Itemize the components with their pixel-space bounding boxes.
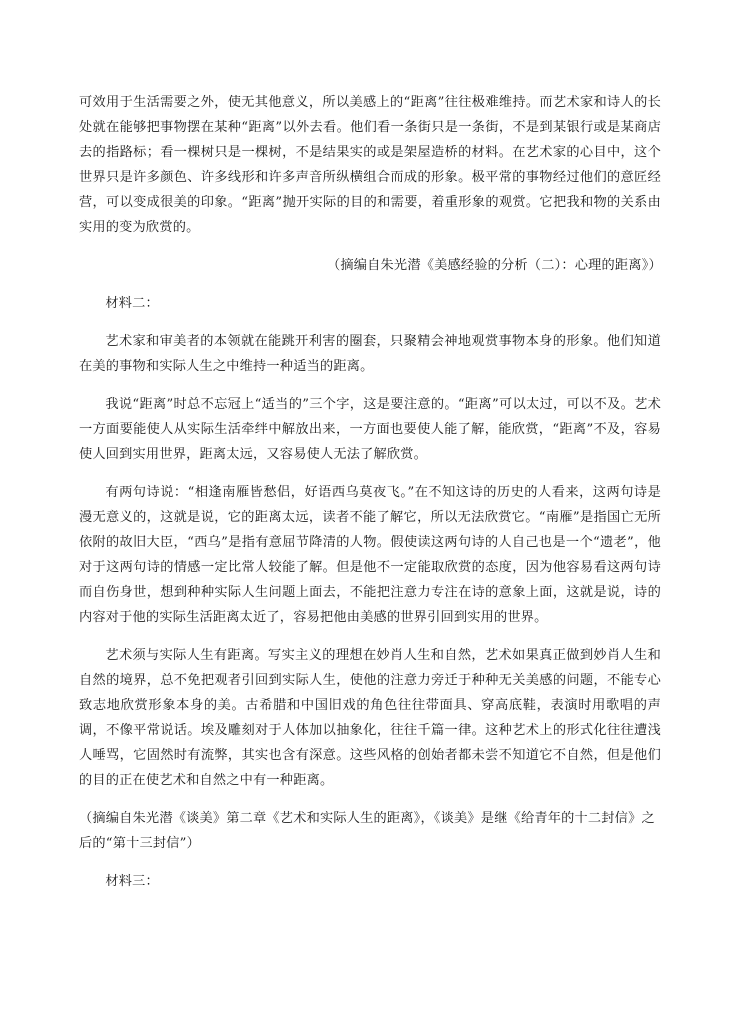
section-heading-material-2: 材料二：: [105, 296, 159, 311]
source-citation-1: （摘编自朱光潜《美感经验的分析（二）：心理的距离》）: [327, 258, 662, 273]
paragraph-material-2-intro: 艺术家和审美者的本领就在能跳开利害的圈套，只聚精会神地观赏事物本身的形象。他们知道在美的事物和实际人生之中维持一种适当的距离。: [79, 334, 661, 374]
document-page: [79, 90, 661, 894]
section-heading-material-3: 材料三：: [105, 874, 159, 889]
paragraph-poem-example: 有两句诗说：“相逢南雁皆愁侣，好语西乌莫夜飞。”在不知这诗的历史的人看来，这两句诗是漫无意义的，这就是说，它的距离太远，读者不能了解它，所以无法欣赏它。“南雁”是指国亡无所依附的故旧大臣，“西乌”是指有意屈节降清的人物。假使读这两句诗的人自己也是一个“遗老”，他对于这两句诗的情感一定比常人较能了解。但是他不一定能取欣赏的态度，因为他容易看这两句诗而自伤身世，想到种种实际人生问题上面去，不能把注意力专注在诗的意象上面，这就是说，诗的内容对于他的实际生活距离太近了，容易把他由美感的世界引回到实用的世界。: [79, 485, 661, 625]
paragraph-continued: 可效用于生活需要之外，使无其他意义，所以美感上的“距离”往往极难维持。而艺术家和诗人的长处就在能够把事物摆在某种“距离”以外去看。他们看一条街只是一条街，不是到某银行或是某商店去的指路标；看一棵树只是一棵树，不是结果实的或是架屋造桥的材料。在艺术家的心目中，这个世界只是许多颜色、许多线形和许多声音所纵横组合而成的形象。极平常的事物经过他们的意匠经营，可以变成很美的印象。“距离”抛开实际的目的和需要，着重形象的观赏。它把我和物的关系由实用的变为欣赏的。: [79, 95, 661, 235]
source-citation-2: （摘编自朱光潜《谈美》第二章《艺术和实际人生的距离》，《谈美》是继《给青年的十二封信》之后的“第十三封信”）: [79, 811, 655, 851]
paragraph-appropriate-distance: 我说“距离”时总不忘冠上“适当的”三个字，这是要注意的。“距离”可以太过，可以不及。艺术一方面要能使人从实际生活牵绊中解放出来，一方面也要使人能了解，能欣赏，“距离”不及，容易使人回到实用世界，距离太远，又容易使人无法了解欣赏。: [79, 397, 661, 462]
paragraph-art-and-life: 艺术须与实际人生有距离。写实主义的理想在妙肖人生和自然，艺术如果真正做到妙肖人生和自然的境界，总不免把观者引回到实际人生，使他的注意力旁迁于种种无关美感的问题，不能专心致志地欣赏形象本身的美。古希腊和中国旧戏的角色往往带面具、穿高底鞋，表演时用歌唱的声调，不像平常说话。埃及雕刻对于人体加以抽象化，往往千篇一律。这种艺术上的形式化往往遭浅人唾骂，它固然时有流弊，其实也含有深意。这些风格的创始者都未尝不知道它不自然，但是他们的目的正在使艺术和自然之中有一种距离。: [79, 648, 661, 788]
